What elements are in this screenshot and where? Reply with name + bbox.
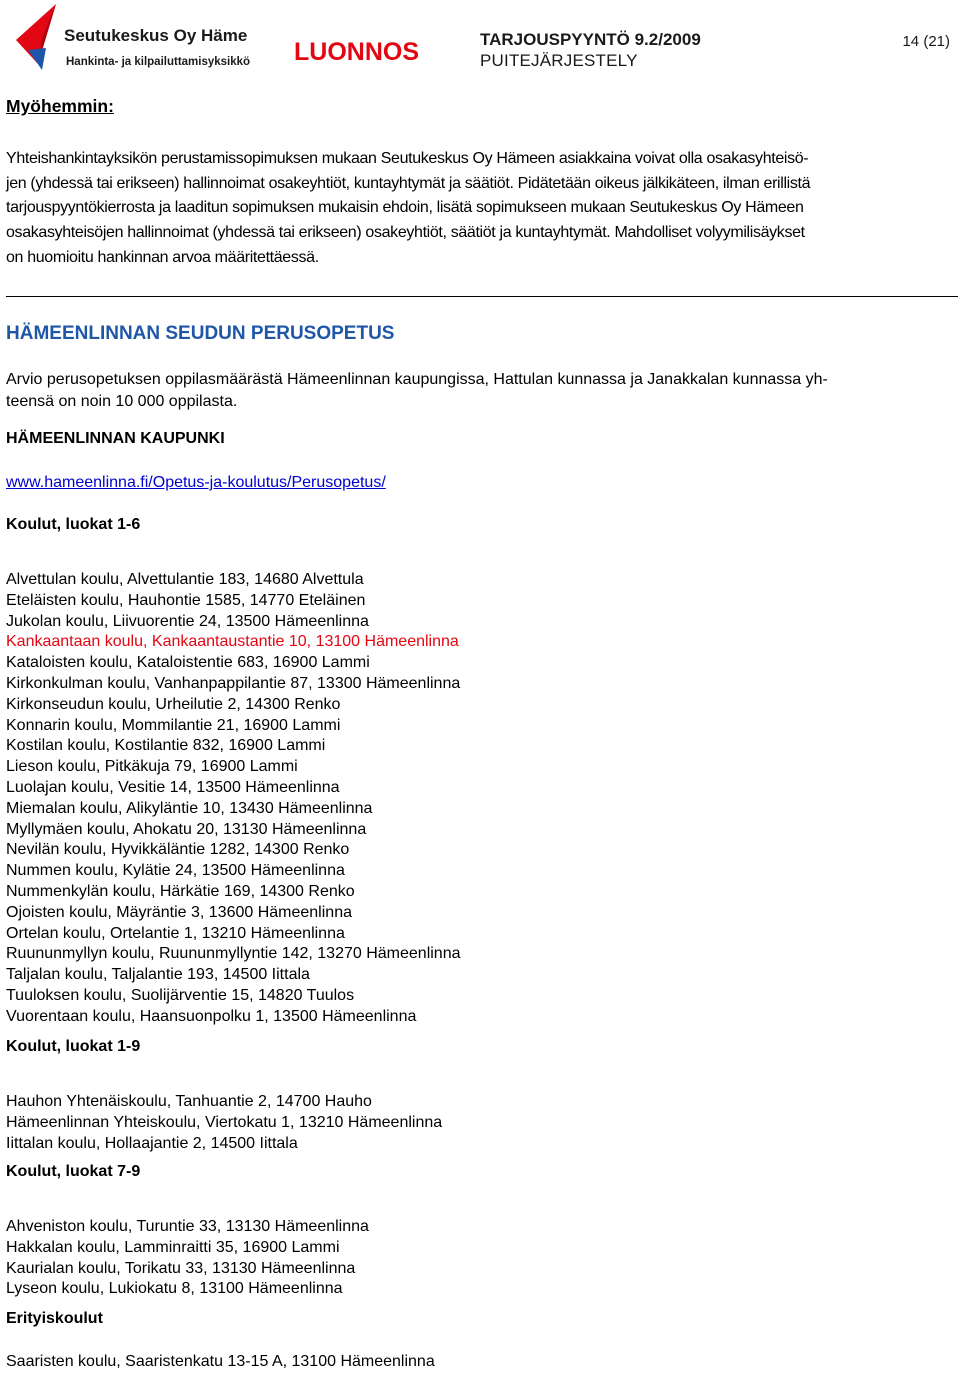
section-title: HÄMEENLINNAN SEUDUN PERUSOPETUS	[6, 323, 395, 344]
school-list-item: Lieson koulu, Pitkäkuja 79, 16900 Lammi	[6, 758, 298, 776]
document-subtitle: PUITEJÄRJESTELY	[480, 51, 638, 70]
school-group-1-6	[6, 515, 461, 1028]
company-unit: Hankinta- ja kilpailuttamisyksikkö	[66, 56, 251, 68]
seutukeskus-logo-icon	[12, 2, 64, 72]
school-list-item: Vuorentaan koulu, Haansuonpolku 1, 13500 Hämeenlinna	[6, 1007, 417, 1025]
school-list	[6, 570, 461, 1028]
group-heading: Koulut, luokat 1-6	[6, 516, 141, 533]
draft-label: LUONNOS	[294, 38, 419, 66]
school-list-item: Kostilan koulu, Kostilantie 832, 16900 Lammi	[6, 737, 326, 755]
school-list-item: Konnarin koulu, Mommilantie 21, 16900 Lammi	[6, 716, 341, 734]
school-list-item: Iittalan koulu, Hollaajantie 2, 14500 Iittala	[6, 1134, 298, 1152]
horizontal-divider	[6, 296, 958, 297]
later-paragraph	[6, 147, 958, 271]
document-id: TARJOUSPYYNTÖ 9.2/2009	[480, 30, 701, 49]
school-list-item: Nummen koulu, Kylätie 24, 13500 Hämeenlinna	[6, 862, 345, 880]
school-list-item: Kankaantaan koulu, Kankaantaustantie 10, 13100 Hämeenlinna	[6, 633, 459, 651]
school-list-item: Kirkonkulman koulu, Vanhanpappilantie 87, 13300 Hämeenlinna	[6, 674, 461, 692]
school-list	[6, 1217, 369, 1300]
school-list-item: Lyseon koulu, Lukiokatu 8, 13100 Hämeenlinna	[6, 1280, 343, 1298]
school-list-item: Eteläisten koulu, Hauhontie 1585, 14770 Eteläinen	[6, 591, 366, 609]
school-list-item: Kirkonseudun koulu, Urheilutie 2, 14300 Renko	[6, 695, 341, 713]
paragraph-line: jen (yhdessä tai erikseen) hallinnoimat osakeyhtiöt, kuntayhtymät ja säätiöt. Pidätetään oikeus jälkikäteen, ilman erillistä	[6, 174, 811, 192]
paragraph-line: teensä on noin 10 000 oppilasta.	[6, 392, 238, 410]
city-website-link[interactable]: www.hameenlinna.fi/Opetus-ja-koulutus/Perusopetus/	[6, 474, 386, 491]
school-list-item: Kataloisten koulu, Kataloistentie 683, 16900 Lammi	[6, 654, 370, 672]
school-list-item: Ahveniston koulu, Turuntie 33, 13130 Hämeenlinna	[6, 1218, 369, 1235]
school-list-item: Tuuloksen koulu, Suolijärventie 15, 14820 Tuulos	[6, 986, 355, 1004]
school-list-item: Luolajan koulu, Vesitie 14, 13500 Hämeenlinna	[6, 778, 340, 796]
school-list-item: Saaristen koulu, Saaristenkatu 13-15 A, 13100 Hämeenlinna	[6, 1353, 435, 1370]
school-list-item: Hämeenlinnan Yhteiskoulu, Viertokatu 1, 13210 Hämeenlinna	[6, 1113, 443, 1131]
school-group-7-9	[6, 1162, 369, 1300]
school-list-item: Ruununmyllyn koulu, Ruununmyllyntie 142, 13270 Hämeenlinna	[6, 945, 461, 963]
group-heading: Erityiskoulut	[6, 1310, 103, 1327]
company-name: Seutukeskus Oy Häme	[64, 26, 248, 45]
group-heading: Koulut, luokat 7-9	[6, 1163, 141, 1180]
school-list-item: Jukolan koulu, Liivuorentie 24, 13500 Hämeenlinna	[6, 612, 369, 630]
school-list-item: Nevilän koulu, Hyvikkäläntie 1282, 14300 Renko	[6, 841, 350, 859]
school-list-item: Hakkalan koulu, Lamminraitti 35, 16900 Lammi	[6, 1238, 340, 1256]
school-list	[6, 1352, 435, 1373]
paragraph-line: tarjouspyyntökierrosta ja laaditun sopimuksen mukaisin ehdoin, lisätä sopimukseen mukaan Seutukeskus Oy Hämeen	[6, 199, 804, 217]
paragraph-line: osakasyhteisöjen hallinnoimat (yhdessä tai erikseen) osakeyhtiöt, säätiöt ja kuntayhtymät. Mahdolliset volyymilisäykset	[6, 224, 805, 242]
city-heading: HÄMEENLINNAN KAUPUNKI	[6, 430, 225, 447]
page-number: 14 (21)	[902, 33, 950, 50]
school-group-1-9	[6, 1037, 442, 1154]
school-list-item: Taljalan koulu, Taljalantie 193, 14500 Iittala	[6, 966, 310, 984]
school-group-special	[6, 1309, 435, 1373]
school-list-item: Myllymäen koulu, Ahokatu 20, 13130 Hämeenlinna	[6, 820, 367, 838]
paragraph-line: Arvio perusopetuksen oppilasmäärästä Hämeenlinnan kaupungissa, Hattulan kunnassa ja Janakkalan kunnassa yh-	[6, 371, 828, 388]
school-list-item: Ojoisten koulu, Mäyräntie 3, 13600 Hämeenlinna	[6, 903, 352, 921]
paragraph-line: on huomioitu hankinnan arvoa määritettäessä.	[6, 248, 319, 266]
school-list-item: Kaurialan koulu, Torikatu 33, 13130 Hämeenlinna	[6, 1259, 356, 1277]
school-list-item: Nummenkylän koulu, Härkätie 169, 14300 Renko	[6, 882, 355, 900]
paragraph-line: Yhteishankintayksikön perustamissopimuksen mukaan Seutukeskus Oy Hämeen asiakkaina voivat olla osakasyhteisö-	[6, 150, 809, 167]
school-list-item: Miemalan koulu, Alikyläntie 10, 13430 Hämeenlinna	[6, 799, 373, 817]
later-heading: Myöhemmin:	[6, 96, 114, 116]
school-list-item: Ortelan koulu, Ortelantie 1, 13210 Hämeenlinna	[6, 924, 345, 942]
school-list-item: Hauhon Yhtenäiskoulu, Tanhuantie 2, 14700 Hauho	[6, 1093, 372, 1110]
group-heading: Koulut, luokat 1-9	[6, 1038, 141, 1055]
section-paragraph	[6, 369, 956, 412]
page-header	[0, 0, 960, 80]
school-list-item: Alvettulan koulu, Alvettulantie 183, 14680 Alvettula	[6, 571, 364, 588]
school-list	[6, 1092, 442, 1154]
